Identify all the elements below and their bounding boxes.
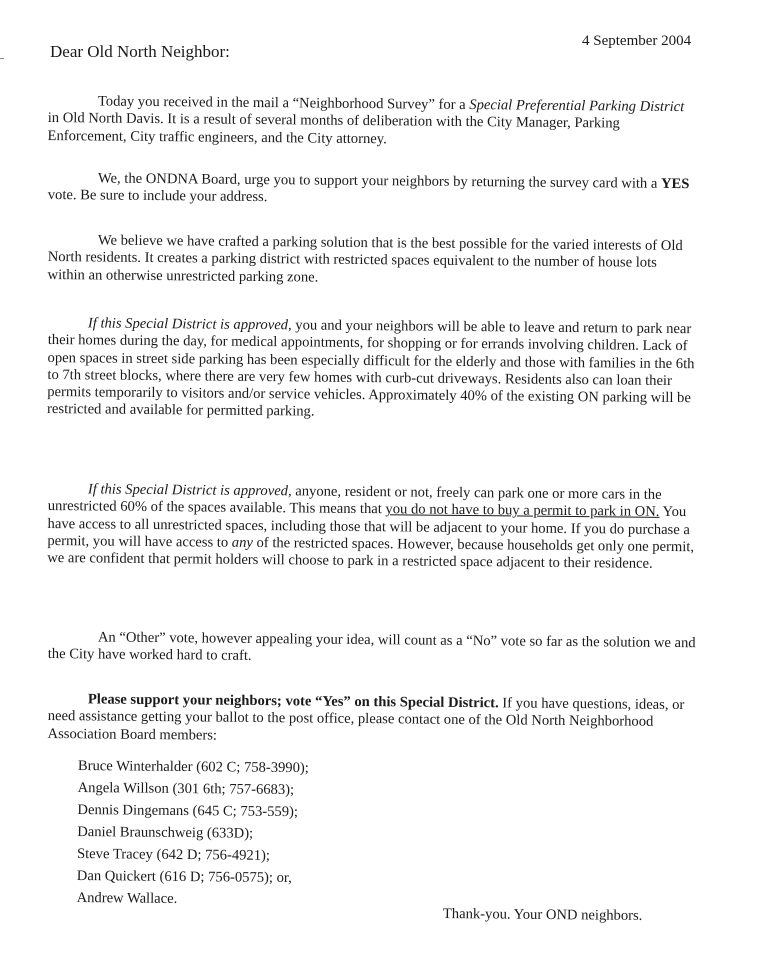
p1-district-name: Special Preferential Parking District [469, 97, 685, 116]
paragraph-unrestricted-parking [47, 481, 698, 574]
p3-text: We believe we have crafted a parking solution that is the best possible for the varied interests of Old North residents. It creates a parking district with restricted spaces equivalent to the number of house lots within an otherwise unrestricted parking zone. [47, 232, 683, 286]
p6-text: An “Other” vote, however appealing your idea, will count as a “No” vote so far as the solution we and the City have worked hard to craft. [47, 629, 696, 665]
paragraph-survey-intro [48, 93, 698, 151]
contact-item: Steve Tracey (642 D; 756-4921); [76, 845, 271, 864]
contact-item: Dennis Dingemans (645 C; 753-559); [77, 801, 299, 821]
paragraph-board-urge [48, 170, 698, 211]
p4-approved-phrase: If this Special District is approved, [87, 315, 292, 334]
letter-closing: Thank-you. Your OND neighbors. [442, 906, 643, 924]
p4-text-b: you and your neighbors will be able to leave and return to park near their homes during the day, for medical appointments, for shopping or for errands involving children. Lack of open spaces in street side parking has been especially difficult for the elderly and those with families in the 6th to 7th street blocks, where there are very few homes with curb-cut driveways. Residents also can loan their permits temporarily to visitors and/or service vehicles. Approximately 40% of the existing ON parking will be restricted and available for permitted parking. [47, 317, 695, 421]
board-member-list [77, 755, 309, 911]
contact-item: Daniel Braunschweig (633D); [77, 823, 254, 842]
p5-text-b: anyone, resident or not, freely can park one or more cars in the unrestricted 60% of the spaces available. This means that [47, 483, 662, 518]
paragraph-support-contact [48, 691, 698, 749]
salutation: Dear Old North Neighbor: [50, 42, 230, 61]
letter-date: 4 September 2004 [582, 33, 692, 49]
scan-edge-mark [0, 58, 4, 59]
contact-item: Bruce Winterhalder (602 C; 758-3990); [77, 757, 309, 777]
p2-text-c: vote. Be sure to include your address. [47, 187, 268, 206]
contact-item: Andrew Wallace. [76, 889, 178, 907]
contact-item: Dan Quickert (616 D; 756-0575); or, [76, 867, 292, 887]
p5-any: any [231, 534, 253, 551]
paragraph-other-vote [48, 629, 698, 670]
p2-yes: YES [660, 175, 690, 193]
paragraph-parking-solution [48, 232, 698, 290]
p5-text-d: You have access to all unrestricted spaces, including those that will be adjacent to your home. If you do purchase a permit, you will have access to [47, 504, 690, 551]
p1-text-c: in Old North Davis. It is a result of several months of deliberation with the City Manager, Parking Enforcement, City traffic engineers, and the City attorney. [47, 110, 620, 147]
p1-text-a: Today you received in the mail a “Neighborhood Survey” for a [97, 93, 470, 114]
paragraph-approved-benefits [47, 315, 698, 425]
p5-text-f: of the restricted spaces. However, because households get only one permit, we are confident that permit holders will choose to park in a restricted space adjacent to their residence. [47, 534, 695, 572]
p5-no-permit-needed: you do not have to buy a permit to park in ON. [385, 501, 660, 521]
p5-approved-phrase: If this Special District is approved, [87, 481, 292, 500]
p7-support-phrase: Please support your neighbors; vote “Yes” on this Special District. [87, 691, 499, 712]
p7-text-b: If you have questions, ideas, or need assistance getting your ballot to the post office, please contact one of the Old North Neighborhood Association Board members: [47, 695, 685, 744]
p2-text-a: We, the ONDNA Board, urge you to support your neighbors by returning the survey card with a [97, 170, 662, 192]
contact-item: Angela Willson (301 6th; 757-6683); [77, 779, 295, 799]
